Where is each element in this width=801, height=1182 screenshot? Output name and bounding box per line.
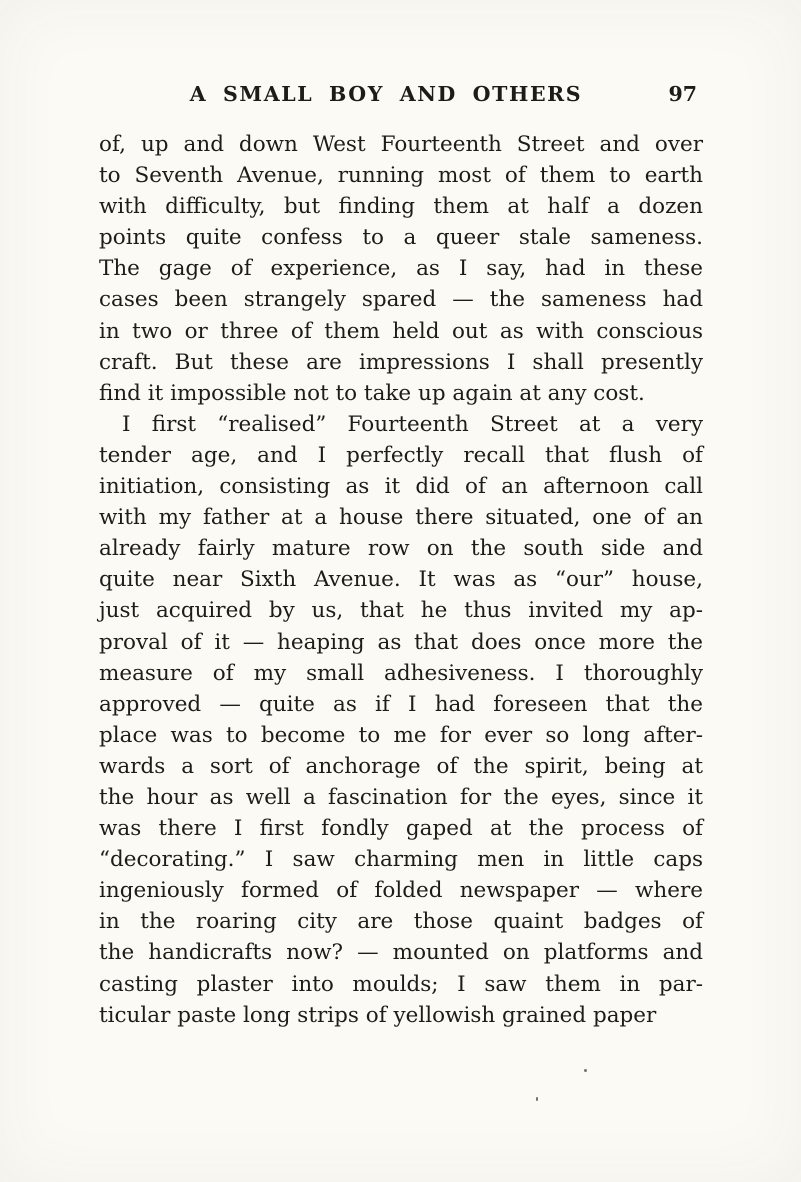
text-line: measure of my small adhesiveness. I thoroughly bbox=[99, 660, 703, 686]
running-header bbox=[99, 82, 703, 114]
text-line: the handicrafts now? — mounted on platforms and bbox=[99, 940, 703, 966]
text-line: with my father at a house there situated, one of an bbox=[99, 505, 703, 531]
text-line: initiation, consisting as it did of an afternoon call bbox=[99, 474, 703, 500]
text-line: wards a sort of anchorage of the spirit, being at bbox=[99, 753, 703, 779]
scan-speck bbox=[584, 1069, 587, 1072]
text-line: just acquired by us, that he thus invited my ap- bbox=[99, 598, 703, 624]
text-line: was there I first fondly gaped at the process of bbox=[99, 816, 703, 842]
text-line: ingeniously formed of folded newspaper — where bbox=[99, 878, 703, 904]
text-line: proval of it — heaping as that does once more the bbox=[99, 629, 703, 655]
text-line: quite near Sixth Avenue. It was as “our” house, bbox=[99, 567, 703, 593]
text-line: find it impossible not to take up again at any cost. bbox=[99, 380, 645, 406]
text-line: in the roaring city are those quaint badges of bbox=[99, 909, 703, 935]
text-column bbox=[99, 82, 703, 1031]
paragraph bbox=[99, 409, 703, 1031]
text-line: The gage of experience, as I say, had in these bbox=[99, 256, 703, 282]
text-line: points quite confess to a queer stale sameness. bbox=[99, 225, 703, 251]
text-line: craft. But these are impressions I shall presently bbox=[99, 349, 703, 375]
text-line: the hour as well a fascination for the eyes, since it bbox=[99, 784, 703, 810]
text-line: casting plaster into moulds; I saw them in par- bbox=[99, 971, 703, 997]
text-line: already fairly mature row on the south side and bbox=[99, 536, 703, 562]
text-line: in two or three of them held out as with conscious bbox=[99, 318, 703, 344]
scan-speck bbox=[536, 1097, 538, 1101]
text-line: ticular paste long strips of yellowish grained paper bbox=[99, 1002, 657, 1028]
text-line: approved — quite as if I had foreseen that the bbox=[99, 691, 703, 717]
text-line: place was to become to me for ever so long after- bbox=[99, 722, 703, 748]
text-line: with difficulty, but finding them at half a dozen bbox=[99, 194, 703, 220]
paragraph bbox=[99, 129, 703, 409]
text-line: I first “realised” Fourteenth Street at a very bbox=[122, 411, 703, 437]
text-line: of, up and down West Fourteenth Street and over bbox=[99, 132, 703, 157]
text-line: to Seventh Avenue, running most of them to earth bbox=[99, 163, 703, 189]
text-line: tender age, and I perfectly recall that flush of bbox=[99, 442, 703, 468]
text-line: “decorating.” I saw charming men in little caps bbox=[99, 847, 703, 873]
body-text bbox=[99, 129, 703, 1031]
text-line: cases been strangely spared — the sameness had bbox=[99, 287, 703, 313]
page-number: 97 bbox=[668, 82, 697, 106]
page-title: A SMALL BOY AND OTHERS bbox=[189, 82, 583, 106]
